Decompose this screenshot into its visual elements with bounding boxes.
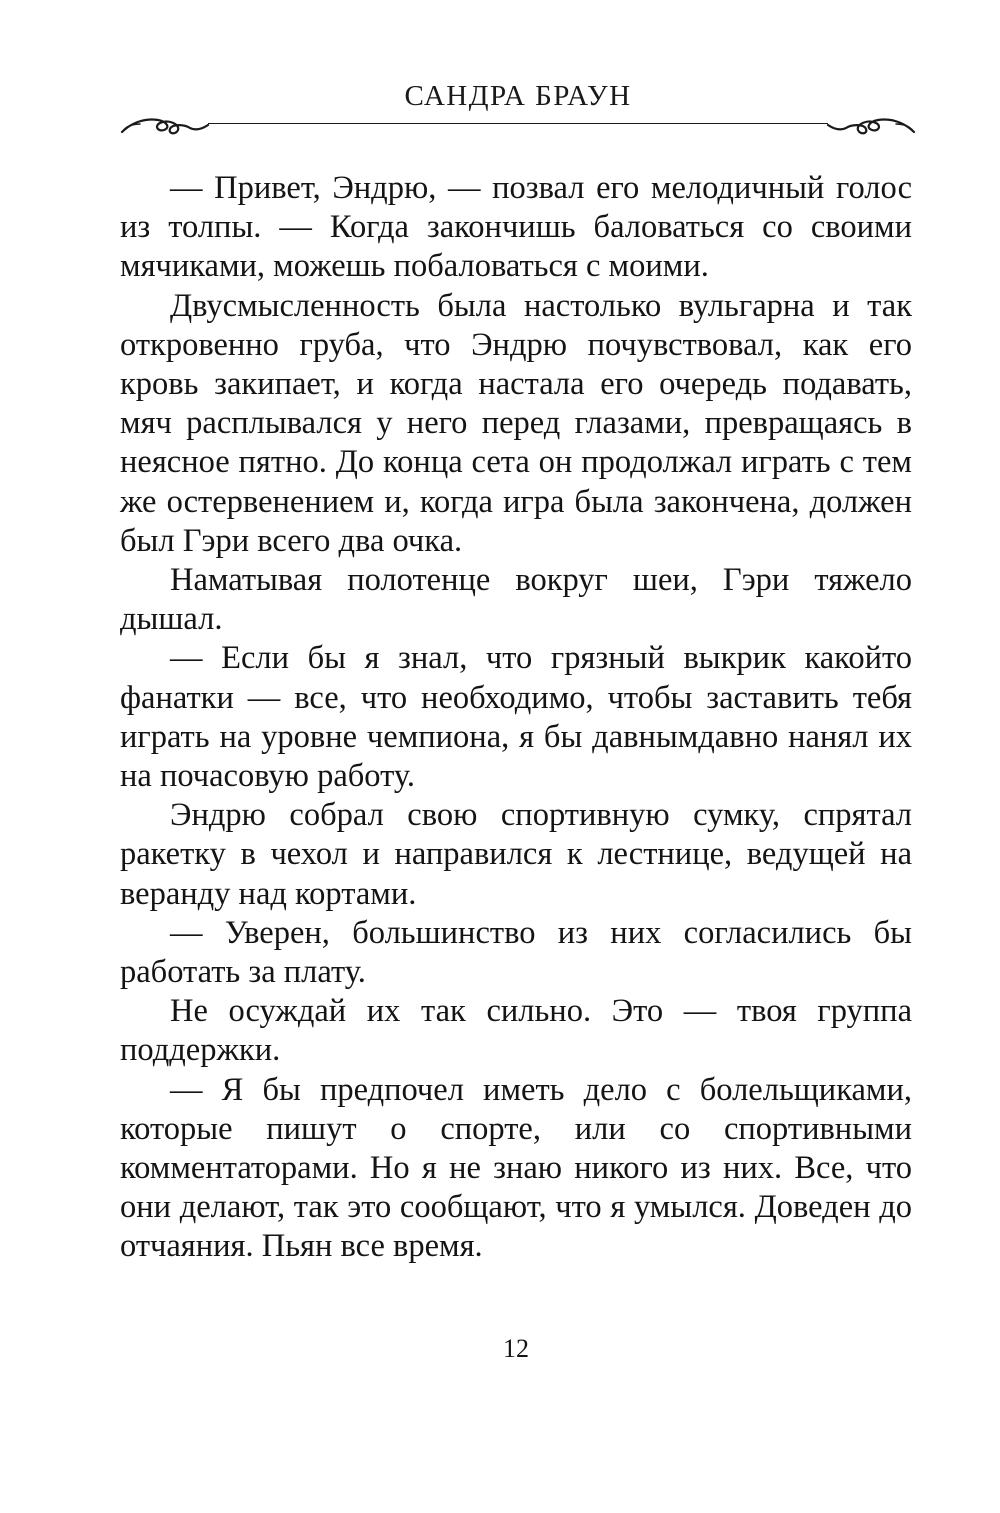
paragraph-6: — Уверен, большинство из них согласились бы работать за плату. <box>120 914 912 991</box>
paragraph-8: — Я бы предпочел иметь дело с болельщиками, которые пишут о спорте, или со спортивными комментаторами. Но я не знаю никого из них. Все, что они делают, так это сообщают, что я умылся. Доведен до отчаяния. Пьян все время. <box>120 1071 912 1265</box>
running-title: САНДРА БРАУН <box>404 80 632 112</box>
paragraph-4: — Если бы я знал, что грязный выкрик какойто фанатки — все, что необходимо, чтобы заставить тебя играть на уровне чемпиона, я бы давнымдавно нанял их на почасовую работу. <box>120 640 912 795</box>
paragraph-7: Не осуждай их так сильно. Это — твоя группа поддержки. <box>120 993 912 1069</box>
paragraph-1: — Привет, Эндрю, — позвал его мелодичный голос из толпы. — Когда закончишь баловаться со своими мячиками, можешь побаловаться с моими. <box>120 170 912 285</box>
header-rule <box>208 123 828 124</box>
body-text <box>120 169 912 1267</box>
page-number: 12 <box>503 1334 529 1363</box>
right-flourish-ornament-icon <box>826 102 918 138</box>
running-head <box>118 78 918 138</box>
paragraph-5: Эндрю собрал свою спортивную сумку, спрятал ракетку в чехол и направился к лестнице, ведущей на веранду над кортами. <box>120 797 912 912</box>
paragraph-3: Наматывая полотенце вокруг шеи, Гэри тяжело дышал. <box>120 562 912 638</box>
paragraph-2: Двусмысленность была настолько вульгарна и так откровенно груба, что Эндрю почувствовал, как его кровь закипает, и когда настала его очередь подавать, мяч расплывался у него перед глазами, превращаясь в неясное пятно. До конца сета он продолжал играть с тем же остервенением и, когда игра была закончена, должен был Гэри всего два очка. <box>120 287 912 559</box>
